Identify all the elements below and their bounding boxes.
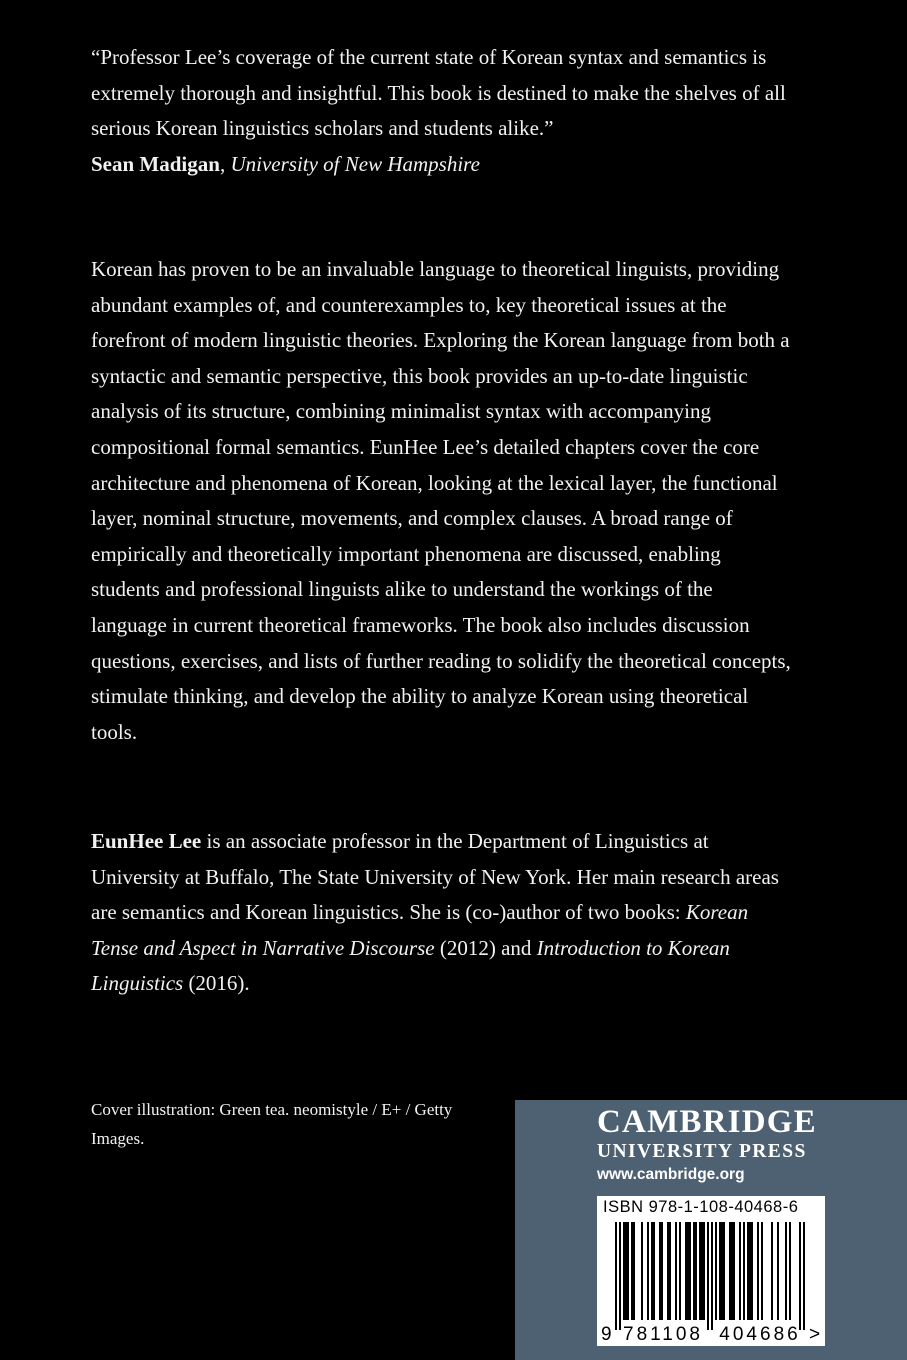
author-bio [91, 824, 791, 1002]
barcode-bar [733, 1222, 735, 1320]
barcode-bar [721, 1222, 723, 1320]
barcode-bar [777, 1222, 779, 1320]
barcode-bar [701, 1222, 703, 1320]
publisher-website: www.cambridge.org [597, 1166, 745, 1183]
bio-text-part1: is an associate professor in the Department of Linguistics at University at Buffalo, The State University of New York. Her main research areas are semantics and Korean linguistics. She is (co-)author of two books: [91, 829, 779, 925]
bio-book-title-1: Korean Tense and Aspect in Narrative Discourse [91, 900, 749, 960]
barcode-bar [731, 1222, 733, 1320]
barcode-left-digits: 781108 [623, 1324, 703, 1345]
barcode-bar [625, 1222, 627, 1320]
barcode-box [597, 1196, 825, 1346]
barcode-guard-bar [803, 1222, 805, 1330]
barcode-guard-bar [707, 1222, 709, 1330]
barcode-bar [679, 1222, 681, 1320]
barcode [597, 1196, 825, 1346]
quote-author: Sean Madigan [91, 151, 220, 176]
cover-illustration-credit: Cover illustration: Green tea. neomistyle / E+ / Getty Images. [91, 1100, 453, 1148]
barcode-bar [729, 1222, 731, 1320]
barcode-guard-bar [619, 1222, 621, 1330]
barcode-bar [661, 1222, 663, 1320]
quote-affiliation: University of New Hampshire [230, 151, 480, 176]
endorsement-quote [91, 40, 791, 182]
barcode-bar [761, 1222, 763, 1320]
publisher-name: CAMBRIDGE [597, 1104, 817, 1140]
barcode-bar [623, 1222, 625, 1320]
barcode-bar [693, 1222, 695, 1320]
barcode-bar [631, 1222, 633, 1320]
barcode-bar [789, 1222, 791, 1320]
barcode-right-digits: 404686 [719, 1324, 801, 1345]
bio-text-part2: (2012) and [434, 935, 537, 960]
bio-text [91, 824, 791, 1002]
publisher-panel [515, 1100, 907, 1360]
barcode-bar [669, 1222, 671, 1320]
barcode-bar [641, 1222, 643, 1320]
barcode-bar [699, 1222, 701, 1320]
barcode-bar [715, 1222, 717, 1320]
barcode-bar [695, 1222, 697, 1320]
barcode-bar [757, 1222, 759, 1320]
barcode-guard-bar [711, 1222, 713, 1330]
publisher-subtitle: UNIVERSITY PRESS [597, 1141, 807, 1162]
barcode-bar [743, 1222, 745, 1320]
barcode-bar [653, 1222, 655, 1320]
barcode-first-digit: 9 [601, 1324, 612, 1345]
barcode-bar [719, 1222, 721, 1320]
barcode-quiet-mark: > [809, 1324, 821, 1345]
bio-author-name: EunHee Lee [91, 829, 202, 853]
barcode-bar [739, 1222, 741, 1320]
bio-text-part3: (2016). [183, 971, 250, 996]
barcode-guard-bar [615, 1222, 617, 1330]
barcode-bar [749, 1222, 751, 1320]
barcode-bar [703, 1222, 705, 1320]
barcode-bar [689, 1222, 691, 1320]
book-description [91, 252, 791, 750]
description-text: Korean has proven to be an invaluable language to theoretical linguists, providing abundant examples of, and counterexamples to, key theoretical issues at the forefront of modern linguistic theories. Exploring the Korean language from both a syntactic and semantic perspective, this book provides an up-to-date linguistic analysis of its structure, combining minimalist syntax with accompanying compositional formal semantics. EunHee Lee’s detailed chapters cover the core architecture and phenomena of Korean, looking at the lexical layer, the functional layer, nominal structure, movements, and complex clauses. A broad range of empirically and theoretically important phenomena are discussed, enabling students and professional linguists alike to understand the workings of the language in current theoretical frameworks. The book also includes discussion questions, exercises, and lists of further reading to solidify the theoretical concepts, stimulate thinking, and develop the ability to analyze Korean using theoretical tools. [91, 257, 791, 744]
barcode-bar [785, 1222, 787, 1320]
barcode-guard-bar [799, 1222, 801, 1330]
barcode-bar [651, 1222, 653, 1320]
bio-book-title-2: Introduction to Korean Linguistics [91, 935, 730, 996]
barcode-bar [771, 1222, 773, 1320]
isbn-label: ISBN 978-1-108-40468-6 [603, 1198, 799, 1216]
barcode-bar [647, 1222, 649, 1320]
quote-separator: , [219, 151, 231, 176]
barcode-bar [627, 1222, 629, 1320]
barcode-bar [659, 1222, 661, 1320]
barcode-bars [615, 1222, 805, 1330]
barcode-bar [747, 1222, 749, 1320]
barcode-bar [751, 1222, 753, 1320]
barcode-bar [633, 1222, 635, 1320]
barcode-bar [675, 1222, 677, 1320]
barcode-bar [667, 1222, 669, 1320]
quote-attribution [91, 147, 791, 183]
barcode-bar [687, 1222, 689, 1320]
barcode-bar [685, 1222, 687, 1320]
quote-text: “Professor Lee’s coverage of the current state of Korean syntax and semantics is extremely thorough and insightful. This book is destined to make the shelves of all serious Korean linguistics scholars and students alike.” [91, 45, 786, 141]
barcode-bar [723, 1222, 725, 1320]
